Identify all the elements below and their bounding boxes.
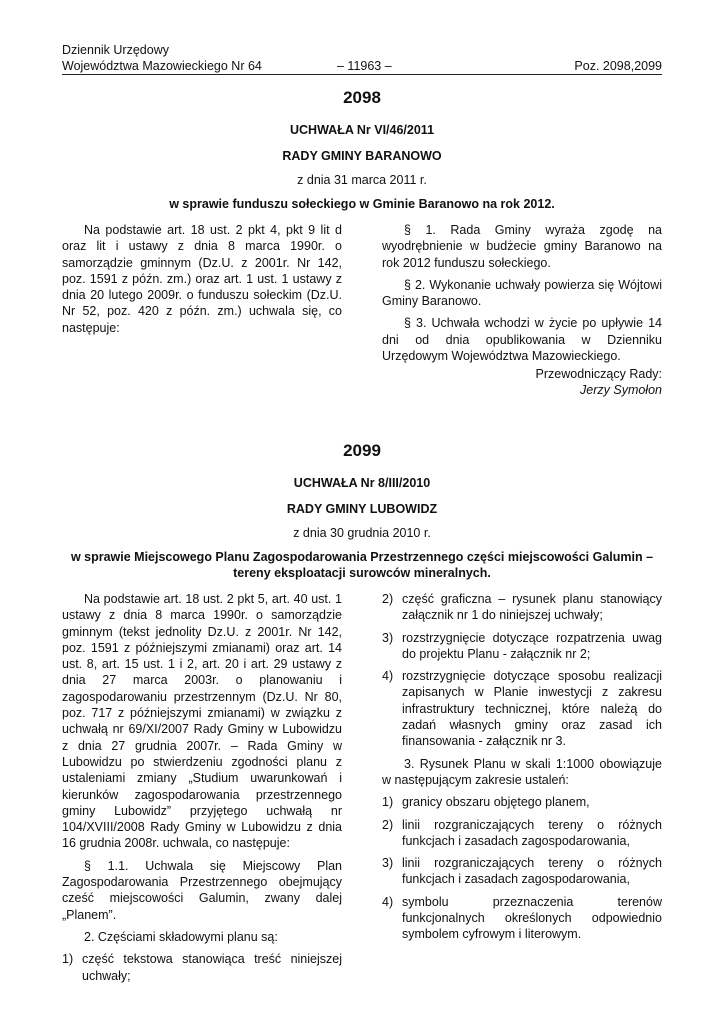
list-item-text: linii rozgraniczających tereny o różnych funkcjach i zasadach zagospodarowania,	[402, 856, 662, 887]
page-number: – 11963 –	[337, 59, 392, 73]
journal-title-line2: Województwa Mazowieckiego Nr 64	[62, 59, 262, 73]
list-item	[382, 630, 662, 663]
list-item	[382, 668, 662, 749]
running-header	[62, 42, 662, 76]
list-item-number: 4)	[382, 669, 394, 684]
resolution-2098-number: 2098	[343, 88, 381, 107]
resolution-2099-council: RADY GMINY LUBOWIDZ	[286, 502, 438, 516]
list-item-text: rozstrzygnięcie dotyczące rozpatrzenia uwag do projektu Planu - załącznik nr 2;	[402, 630, 662, 661]
resolution-2098-date: z dnia 31 marca 2011 r.	[297, 173, 427, 187]
resolution-2099-title: UCHWAŁA Nr 8/III/2010	[293, 476, 431, 490]
resolution-2098-par2: § 2. Wykonanie uchwały powierza się Wójtowi Gminy Baranowo.	[382, 277, 662, 309]
resolution-2098-title: UCHWAŁA Nr VI/46/2011	[289, 123, 435, 137]
list-item	[382, 894, 662, 943]
list-item-text: granicy obszaru objętego planem,	[402, 795, 590, 810]
list-item-number: 1)	[62, 952, 74, 967]
resolution-2099-left-column	[62, 591, 342, 984]
list-item-text: część tekstowa stanowiąca treść niniejszej uchwały;	[82, 952, 342, 983]
list-item	[382, 855, 662, 888]
resolution-2099-par1: § 1.1. Uchwala się Miejscowy Plan Zagospodarowania Przestrzennego obejmujący cześć miejscowości Galumin, zwany dalej „Planem”.	[62, 858, 342, 922]
list-item-text: symbolu przeznaczenia terenów funkcjonalnych określonych odpowiednio symbolem cyfrowym i literowym.	[402, 894, 662, 942]
resolution-2098-subject: w sprawie funduszu sołeckiego w Gminie Baranowo na rok 2012.	[169, 197, 555, 211]
signature-role: Przewodniczący Rady:	[535, 367, 662, 381]
position-number: Poz. 2098,2099	[574, 59, 662, 73]
resolution-2099-preamble: Na podstawie art. 18 ust. 2 pkt 5, art. 40 ust. 1 ustawy z dnia 8 marca 1990r. o samorządzie gminnym (tekst jednolity Dz.U. z 2001r. Nr 142, poz. 1591 z późniejszymi zmianami) oraz art. 14 ust. 8, art. 15 ust. 1 i 2, art. 20 i art. 29 ustawy z dnia 27 marca 2003r. o planowaniu i zagospodarowaniu przestrzennym (Dz.U. Nr 80, poz. 717 z późniejszymi zmianami) w związku z uchwałą nr 69/XI/2007 Rady Gminy w Lubowidzu z dnia 27 grudnia 2007r. – Rada Gminy w Lubowidzu po stwierdzeniu zgodności planu z ustaleniami zmiany „Studium uwarunkowań i kierunków zagospodarowania przestrzennego gminy Lubowidz” przyjętego uchwałą nr 104/XVIII/2008 Rady Gminy w Lubowidzu z dnia 16 grudnia 2008r. uchwala, co następuje:	[62, 592, 342, 851]
list-item-text: linii rozgraniczających tereny o różnych funkcjach i zasadach zagospodarowania,	[402, 817, 662, 848]
header-divider	[62, 74, 662, 75]
list-item-number: 2)	[382, 817, 394, 832]
resolution-2098-left-column	[62, 222, 342, 336]
list-item-text: rozstrzygnięcie dotyczące sposobu realizacji zapisanych w Planie inwestycji z zakresu infrastruktury technicznej, które należą do zadań własnych gminy oraz zasad ich finansowania - załącznik nr 3.	[402, 669, 662, 749]
resolution-2098-par1: § 1. Rada Gminy wyraża zgodę na wyodrębnienie w budżecie gminy Baranowo na rok 2012 funduszu sołeckiego.	[382, 223, 662, 270]
list-item-number: 4)	[382, 894, 394, 909]
list-item-number: 2)	[382, 592, 394, 606]
resolution-2099-subject-line1: w sprawie Miejscowego Planu Zagospodarowania Przestrzennego części miejscowości Galumin –	[70, 550, 654, 564]
resolution-2098-right-column	[382, 222, 662, 364]
list-item-text: część graficzna – rysunek planu stanowiący załącznik nr 1 do niniejszej uchwały;	[402, 592, 662, 623]
list-item	[62, 951, 342, 984]
list-item	[382, 591, 662, 624]
signature-name: Jerzy Symołon	[580, 383, 662, 398]
resolution-2099-right-column	[382, 591, 662, 949]
list-item-number: 3)	[382, 630, 394, 645]
resolution-2098-signature	[536, 366, 662, 399]
resolution-2098-preamble: Na podstawie art. 18 ust. 2 pkt 4, pkt 9 lit d oraz lit i ustawy z dnia 8 marca 1990r. o samorządzie gminnym (Dz.U. z 2001r. Nr 142, poz. 1591 z późn. zm.) oraz art. 1 ust. 1 ustawy z dnia 20 lutego 2009r. o funduszu sołeckim (Dz.U. Nr 52, poz. 420 z późn. zm.) uchwala się, co następuje:	[62, 223, 342, 335]
list-item	[382, 794, 662, 810]
resolution-2099-number: 2099	[343, 441, 381, 460]
list-item	[382, 817, 662, 850]
resolution-2099-par2-intro: 2. Częściami składowymi planu są:	[84, 929, 278, 944]
resolution-2098-par3: § 3. Uchwała wchodzi w życie po upływie 14 dni od dnia opublikowania w Dzienniku Urzędowym Województwa Mazowieckiego.	[382, 316, 662, 364]
journal-title-line1: Dziennik Urzędowy	[62, 43, 169, 57]
list-item-number: 3)	[382, 856, 394, 871]
resolution-2099-date: z dnia 30 grudnia 2010 r.	[293, 526, 431, 540]
resolution-2098-council: RADY GMINY BARANOWO	[282, 149, 442, 163]
resolution-2099-subject-line2: tereny eksploatacji surowców mineralnych.	[233, 566, 491, 580]
scope-list	[382, 794, 662, 948]
list-item-number: 1)	[382, 795, 394, 810]
components-list	[382, 591, 662, 756]
resolution-2099-par3: 3. Rysunek Planu w skali 1:1000 obowiązuje w następującym zakresie ustaleń:	[382, 756, 662, 787]
